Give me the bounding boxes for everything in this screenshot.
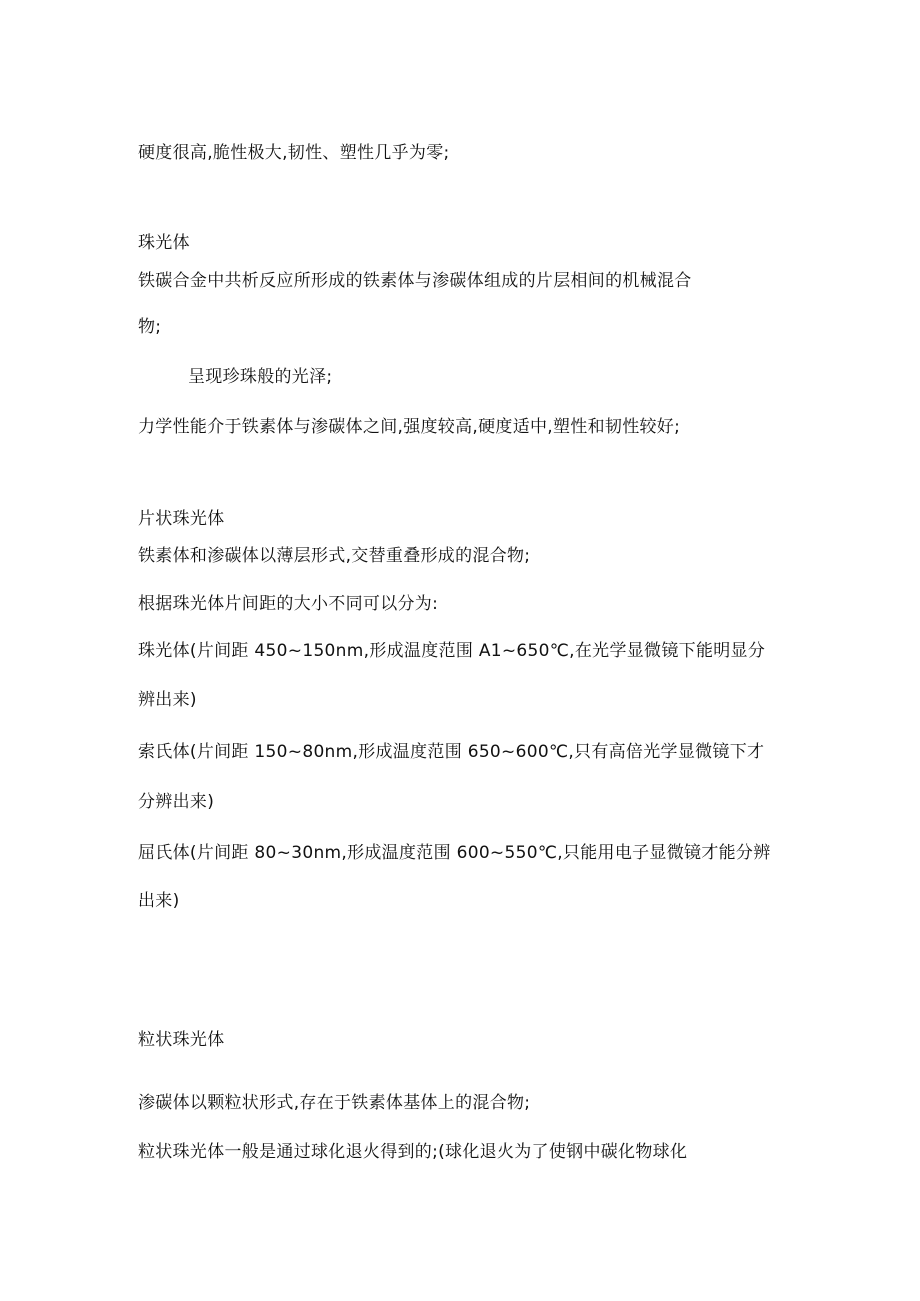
text-line-pearlite-spacing-cont: 辨出来) (138, 690, 197, 710)
text-line-pearlite-definition: 铁碳合金中共析反应所形成的铁素体与渗碳体组成的片层相间的机械混合 (138, 271, 692, 291)
text-line-classification-intro: 根据珠光体片间距的大小不同可以分为: (138, 594, 439, 614)
text-line-troostite-spacing: 屈氏体(片间距 80~30nm,形成温度范围 600~550℃,只能用电子显微镜才能分辨 (138, 843, 771, 863)
text-line-hardness: 硬度很高,脆性极大,韧性、塑性几乎为零; (138, 143, 450, 163)
text-line-lamellar-definition: 铁素体和渗碳体以薄层形式,交替重叠形成的混合物; (138, 546, 531, 566)
text-line-spheroidizing: 粒状珠光体一般是通过球化退火得到的;(球化退火为了使钢中碳化物球化 (138, 1142, 688, 1162)
text-line-luster: 呈现珍珠般的光泽; (188, 367, 333, 387)
text-line-troostite-spacing-cont: 出来) (138, 891, 180, 911)
text-line-mechanical-properties: 力学性能介于铁素体与渗碳体之间,强度较高,硬度适中,塑性和韧性较好; (138, 417, 681, 437)
text-line-granular-definition: 渗碳体以颗粒状形式,存在于铁素体基体上的混合物; (138, 1093, 531, 1113)
heading-granular-pearlite: 粒状珠光体 (138, 1030, 225, 1050)
heading-lamellar-pearlite: 片状珠光体 (138, 509, 225, 529)
heading-pearlite: 珠光体 (138, 233, 190, 253)
text-line-sorbite-spacing-cont: 分辨出来) (138, 792, 215, 812)
text-line-pearlite-spacing: 珠光体(片间距 450~150nm,形成温度范围 A1~650℃,在光学显微镜下能明显分 (138, 641, 766, 661)
text-line-sorbite-spacing: 索氏体(片间距 150~80nm,形成温度范围 650~600℃,只有高倍光学显微镜下才 (138, 742, 765, 762)
text-line-pearlite-definition-cont: 物; (138, 317, 162, 337)
